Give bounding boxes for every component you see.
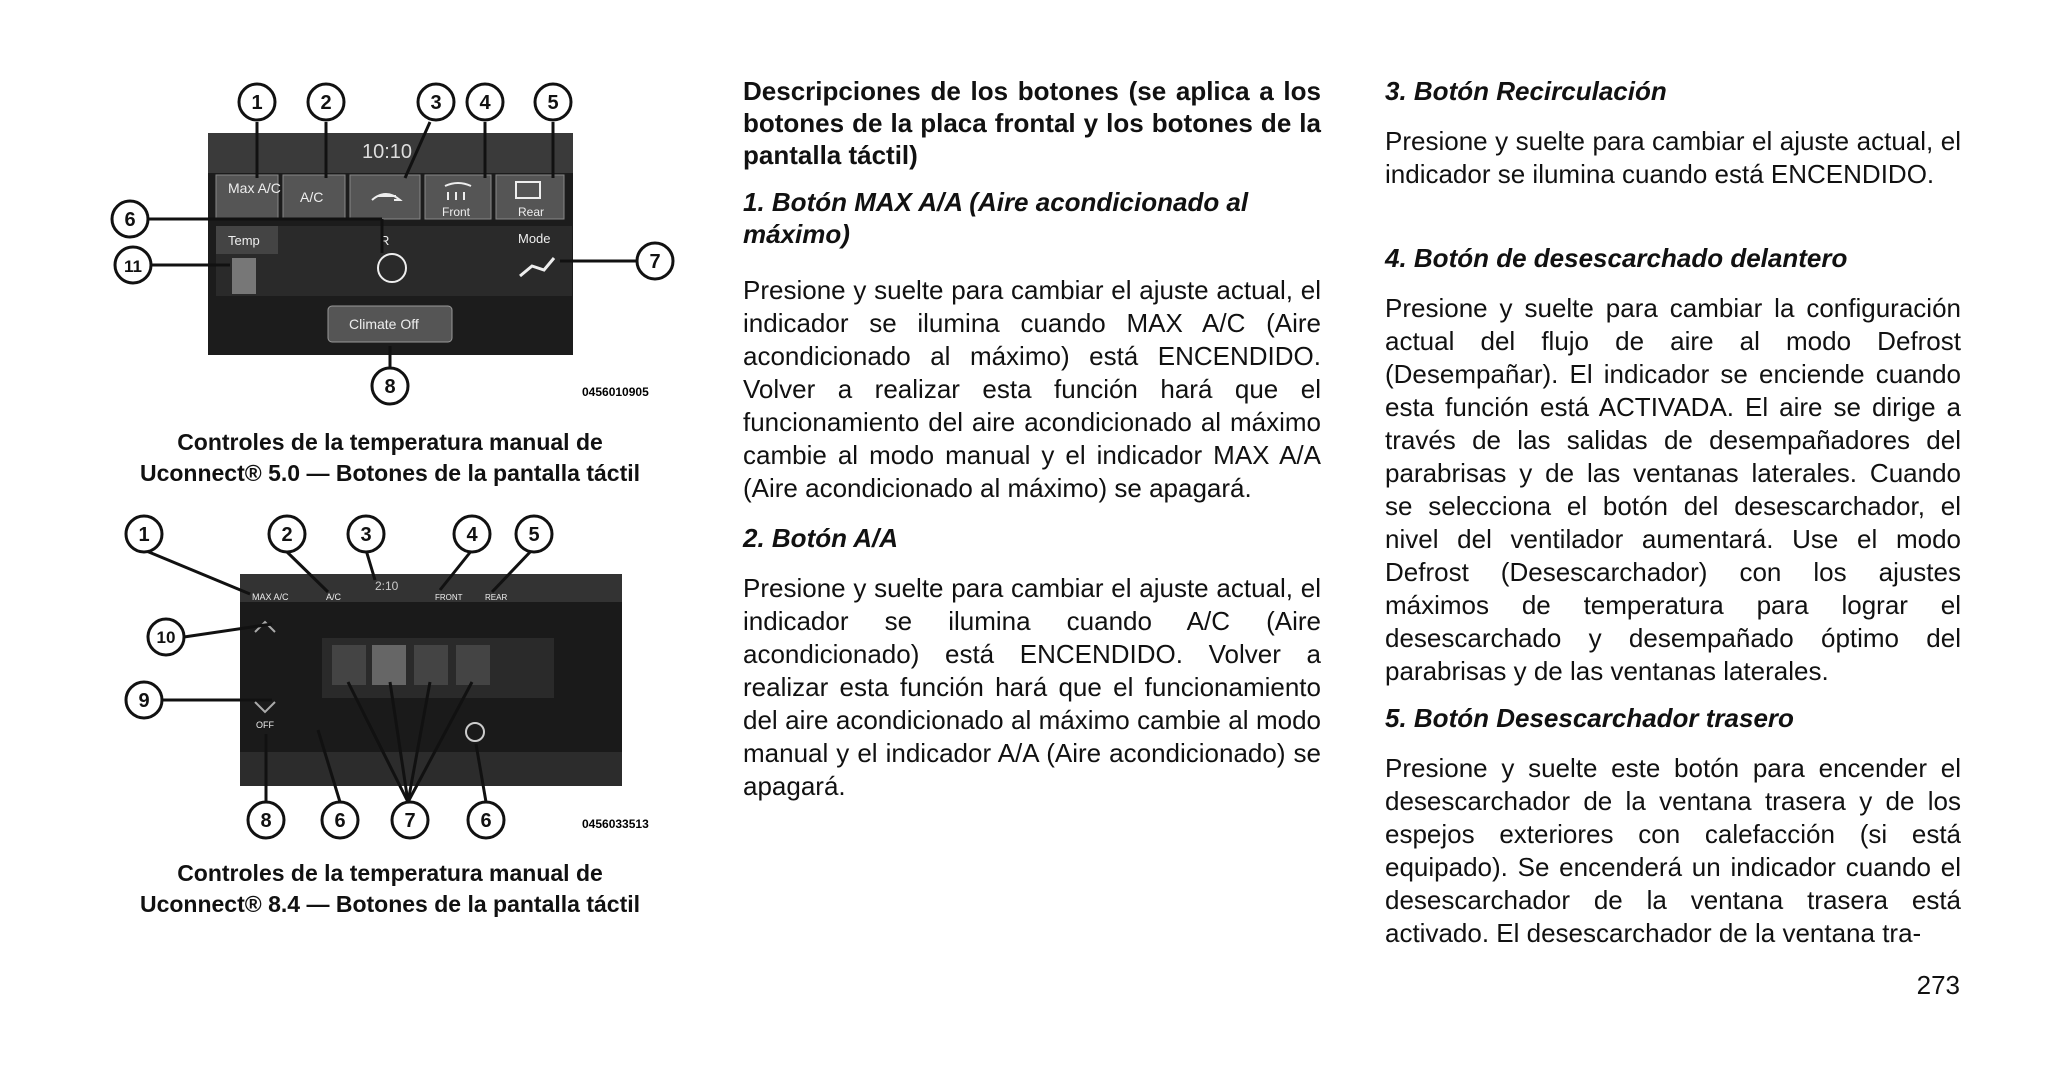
- figure-code: 0456033513: [582, 817, 649, 831]
- rear-label: Rear: [518, 205, 545, 219]
- figure2-caption: [100, 858, 680, 920]
- top-bar: [240, 574, 622, 602]
- mode-button[interactable]: [332, 645, 366, 685]
- figure1-caption: [100, 427, 680, 489]
- section-body-5: Presione y suelte este botón para encender el desescarchador de la ventana trasera y de los espejos exteriores con calefacción (si está equipado). Se encenderá un indicador cuando el desescarchador de la ventana trasera está activado. El desescarchador de la ventana tra-: [1385, 753, 1961, 948]
- caption-line: Controles de la temperatura manual de: [177, 429, 603, 455]
- uconnect-8-diagram: [100, 512, 680, 842]
- mode-button[interactable]: [414, 645, 448, 685]
- callout-4: 4: [466, 524, 478, 546]
- climate-off-label: Climate Off: [349, 316, 419, 332]
- mode-button[interactable]: [372, 645, 406, 685]
- caption-line: Controles de la temperatura manual de: [177, 860, 603, 886]
- screen-time: 2:10: [375, 579, 399, 593]
- callout-6: 6: [480, 810, 492, 832]
- section-body-3: Presione y suelte para cambiar el ajuste actual, el indicador se ilumina cuando está ENCENDIDO.: [1385, 126, 1961, 189]
- ac-label: A/C: [326, 592, 342, 602]
- temp-slider[interactable]: [232, 258, 256, 294]
- screen-time: 10:10: [362, 141, 413, 163]
- callout-4: 4: [479, 92, 491, 114]
- section-title-1: 1. Botón MAX A/A (Aire acondicionado al máximo): [743, 187, 1249, 249]
- callout-1: 1: [251, 92, 263, 114]
- callout-2: 2: [281, 524, 293, 546]
- callout-3: 3: [430, 92, 442, 114]
- callout-3: 3: [360, 524, 372, 546]
- section-body-2: Presione y suelte para cambiar el ajuste actual, el indicador se ilumina cuando A/C (Aire acondicionado) está ENCENDIDO. Volver a realizar esta función hará que el funcionamiento del aire acondicionado al máximo cambie al modo manual y el indicador A/A (Aire acondicionado) se apagará.: [743, 573, 1321, 801]
- front-label: FRONT: [435, 593, 463, 602]
- callout-6: 6: [124, 209, 136, 231]
- caption-line: Uconnect® 5.0 — Botones de la pantalla táctil: [139, 460, 641, 486]
- callout-7: 7: [404, 810, 416, 832]
- section-body-1: Presione y suelte para cambiar el ajuste actual, el indicador se ilumina cuando MAX A/C (Aire acondicionado al máximo) está ENCENDIDO. Volver a realizar esta función hará que el funcionamiento del aire acondicionado al máximo cambie al modo manual y el indicador MAX A/A (Aire acondicionado al máximo) se apagará.: [743, 275, 1321, 503]
- uconnect-8-figure: [100, 512, 680, 842]
- mode-button[interactable]: [456, 645, 490, 685]
- uconnect-5-figure: [100, 78, 680, 418]
- callout-10: 10: [156, 628, 176, 647]
- section-title-2: 2. Botón A/A: [743, 523, 899, 553]
- section-title-5: 5. Botón Desescarchador trasero: [1385, 703, 1794, 733]
- callout-8: 8: [260, 810, 272, 832]
- callout-6: 6: [334, 810, 346, 832]
- section-body-4: Presione y suelte para cambiar la configuración actual del flujo de aire al modo Defrost (Desempañar). El indicador se enciende cuando esta función está ACTIVADA. El aire se dirige a través de las salidas de desempañadores del parabrisas y de las ventanas laterales. Cuando se selecciona el botón del desescarchador, el nivel del ventilador aumentará. Use el modo Defrost (Desescarchador) con los ajustes máximos de temperatura para lograr el desescarchado y desempañado óptimo del parabrisas y de las ventanas laterales.: [1385, 293, 1961, 686]
- temp-label: Temp: [228, 233, 260, 248]
- max-ac-label: MAX A/C: [252, 592, 289, 602]
- section-heading: Descripciones de los botones (se aplica a los botones de la placa frontal y los botones de la pantalla táctil): [743, 76, 1321, 170]
- off-label: OFF: [256, 720, 274, 730]
- callout-1: 1: [138, 524, 150, 546]
- section-title-4: 4. Botón de desescarchado delantero: [1385, 243, 1848, 273]
- ac-label: A/C: [300, 189, 324, 205]
- uconnect-5-diagram: [100, 78, 680, 418]
- max-ac-label: Max A/C: [228, 180, 281, 196]
- callout-2: 2: [320, 92, 332, 114]
- figure-code: 0456010905: [582, 385, 649, 399]
- front-label: Front: [442, 205, 471, 219]
- callout-7: 7: [649, 251, 661, 273]
- callout-11: 11: [124, 257, 142, 276]
- callout-9: 9: [138, 690, 150, 712]
- page-number: 273: [1916, 970, 1960, 1000]
- section-title-3: 3. Botón Recirculación: [1385, 76, 1667, 106]
- rear-label: REAR: [485, 593, 508, 602]
- mode-label: Mode: [518, 231, 551, 246]
- callout-8: 8: [384, 376, 396, 398]
- callout-5: 5: [547, 92, 559, 114]
- recirc-short-label: R: [380, 233, 390, 248]
- caption-line: Uconnect® 8.4 — Botones de la pantalla táctil: [139, 891, 641, 917]
- callout-5: 5: [528, 524, 540, 546]
